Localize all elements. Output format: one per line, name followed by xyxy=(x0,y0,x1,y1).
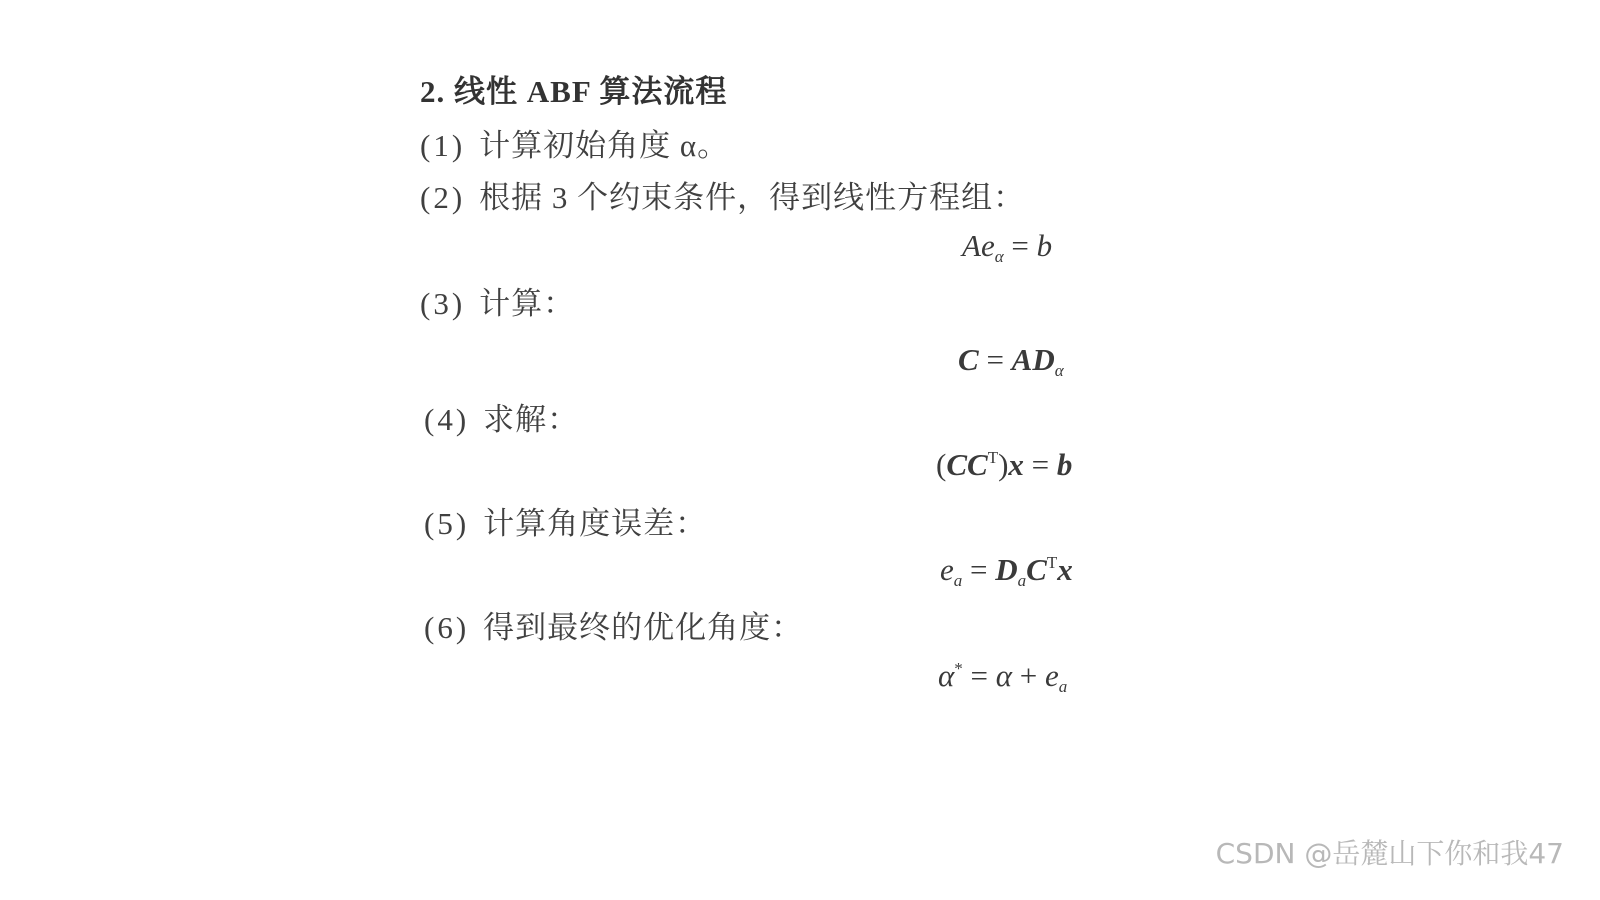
step-4-text: 求解： xyxy=(483,402,580,437)
step-1-text: 计算初始角度 α。 xyxy=(479,128,730,163)
watermark: CSDN @岳麓山下你和我47 xyxy=(1215,837,1564,870)
step-5 xyxy=(424,498,707,543)
step-1 xyxy=(420,120,729,165)
step-4 xyxy=(424,394,579,439)
step-5-number: (5) xyxy=(424,506,470,541)
formula-angle-error: $e_a = D_aC^Tx$ xyxy=(940,552,1073,590)
formula-optimized-angle: $\alpha^* = \alpha + e_a$ xyxy=(938,658,1068,696)
step-2-text: 根据 3 个约束条件，得到线性方程组： xyxy=(479,180,1026,215)
step-2 xyxy=(420,172,1025,217)
step-5-text: 计算角度误差： xyxy=(483,506,708,541)
formula-linear-system: $Ae_\alpha = b$ xyxy=(962,228,1053,266)
section-heading: 2. 线性 ABF 算法流程 xyxy=(420,74,728,109)
step-3 xyxy=(420,278,575,323)
step-6-number: (6) xyxy=(424,610,470,645)
step-1-number: (1) xyxy=(420,128,466,163)
step-4-number: (4) xyxy=(424,402,470,437)
step-3-number: (3) xyxy=(420,286,466,321)
formula-c-matrix: $C = AD_\alpha$ xyxy=(958,342,1064,380)
formula-solve: $(CC^T)x = b$ xyxy=(936,447,1073,482)
step-3-text: 计算： xyxy=(479,286,576,321)
step-6 xyxy=(424,602,803,647)
step-2-number: (2) xyxy=(420,180,466,215)
step-6-text: 得到最终的优化角度： xyxy=(483,610,804,645)
